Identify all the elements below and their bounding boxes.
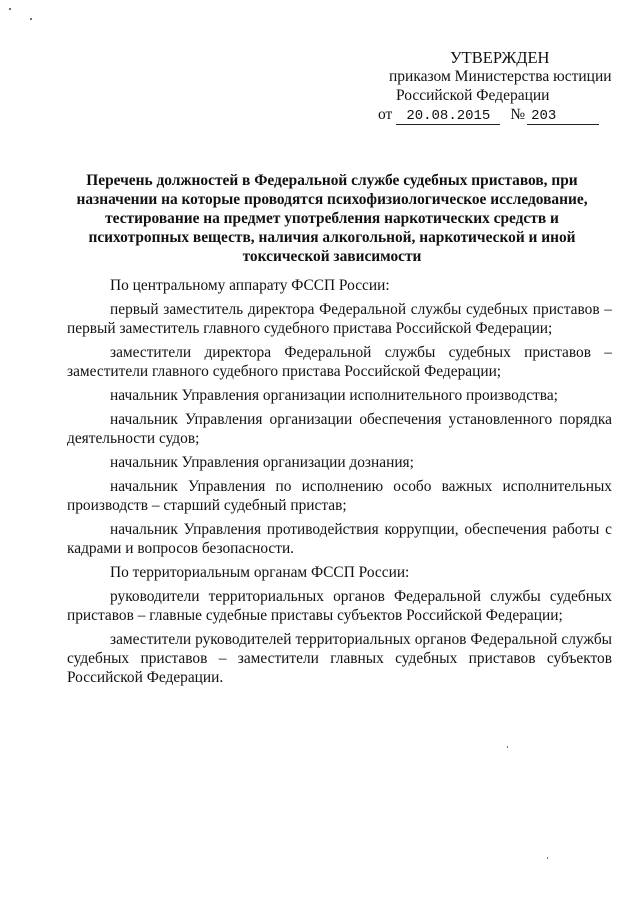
title-line: назначении на которые проводятся психофизиологическое исследование, <box>76 191 588 208</box>
title-line: Перечень должностей в Федеральной службе судебных приставов, при <box>86 172 578 189</box>
position-item: начальник Управления противодействия коррупции, обеспечения работы с кадрами и вопросов безопасности. <box>67 521 612 557</box>
approved-heading: УТВЕРЖДЕН <box>450 48 550 67</box>
position-item: заместители директора Федеральной службы судебных приставов – заместители главного судебного пристава Российской Федерации; <box>67 344 612 380</box>
position-item: первый заместитель директора Федеральной службы судебных приставов – первый заместитель главного судебного пристава Российской Федерации; <box>67 301 612 337</box>
title-line: психотропных веществ, наличия алкогольной, наркотической и иной <box>88 229 576 246</box>
position-item: начальник Управления организации дознания; <box>110 454 414 471</box>
number-sign: № <box>510 106 526 123</box>
approval-order-line: приказом Министерства юстиции <box>389 68 612 85</box>
scan-speck <box>507 746 508 748</box>
position-item: начальник Управления организации исполнительного производства; <box>110 387 558 404</box>
scan-speck <box>30 18 32 20</box>
approval-date: 20.08.2015 <box>396 108 500 125</box>
position-item: начальник Управления по исполнению особо важных исполнительных производств – старший судебный пристав; <box>67 478 612 514</box>
title-line: тестирование на предмет употребления наркотических средств и <box>105 210 559 227</box>
position-item: заместители руководителей территориальных органов Федеральной службы судебных приставов – заместители главных судебных приставов субъектов Российской Федерации. <box>67 631 612 686</box>
document-title <box>64 171 600 266</box>
section-heading-central: По центральному аппарату ФССП России: <box>110 277 390 294</box>
date-prefix: от <box>378 106 393 123</box>
section-heading-territorial: По территориальным органам ФССП России: <box>110 564 410 581</box>
position-item: начальник Управления организации обеспечения установленного порядка деятельности судов; <box>67 411 612 447</box>
approval-ministry-line: Российской Федерации <box>396 87 550 104</box>
position-item: руководители территориальных органов Федеральной службы судебных приставов – главные судебные приставы субъектов Российской Федерации; <box>67 588 612 624</box>
approval-number: 203 <box>527 108 599 125</box>
scan-speck <box>547 857 548 859</box>
scan-speck <box>9 8 11 10</box>
approval-date-number-line <box>378 105 618 125</box>
approval-block <box>378 48 618 125</box>
document-body <box>67 276 612 692</box>
title-line: токсической зависимости <box>242 248 422 265</box>
